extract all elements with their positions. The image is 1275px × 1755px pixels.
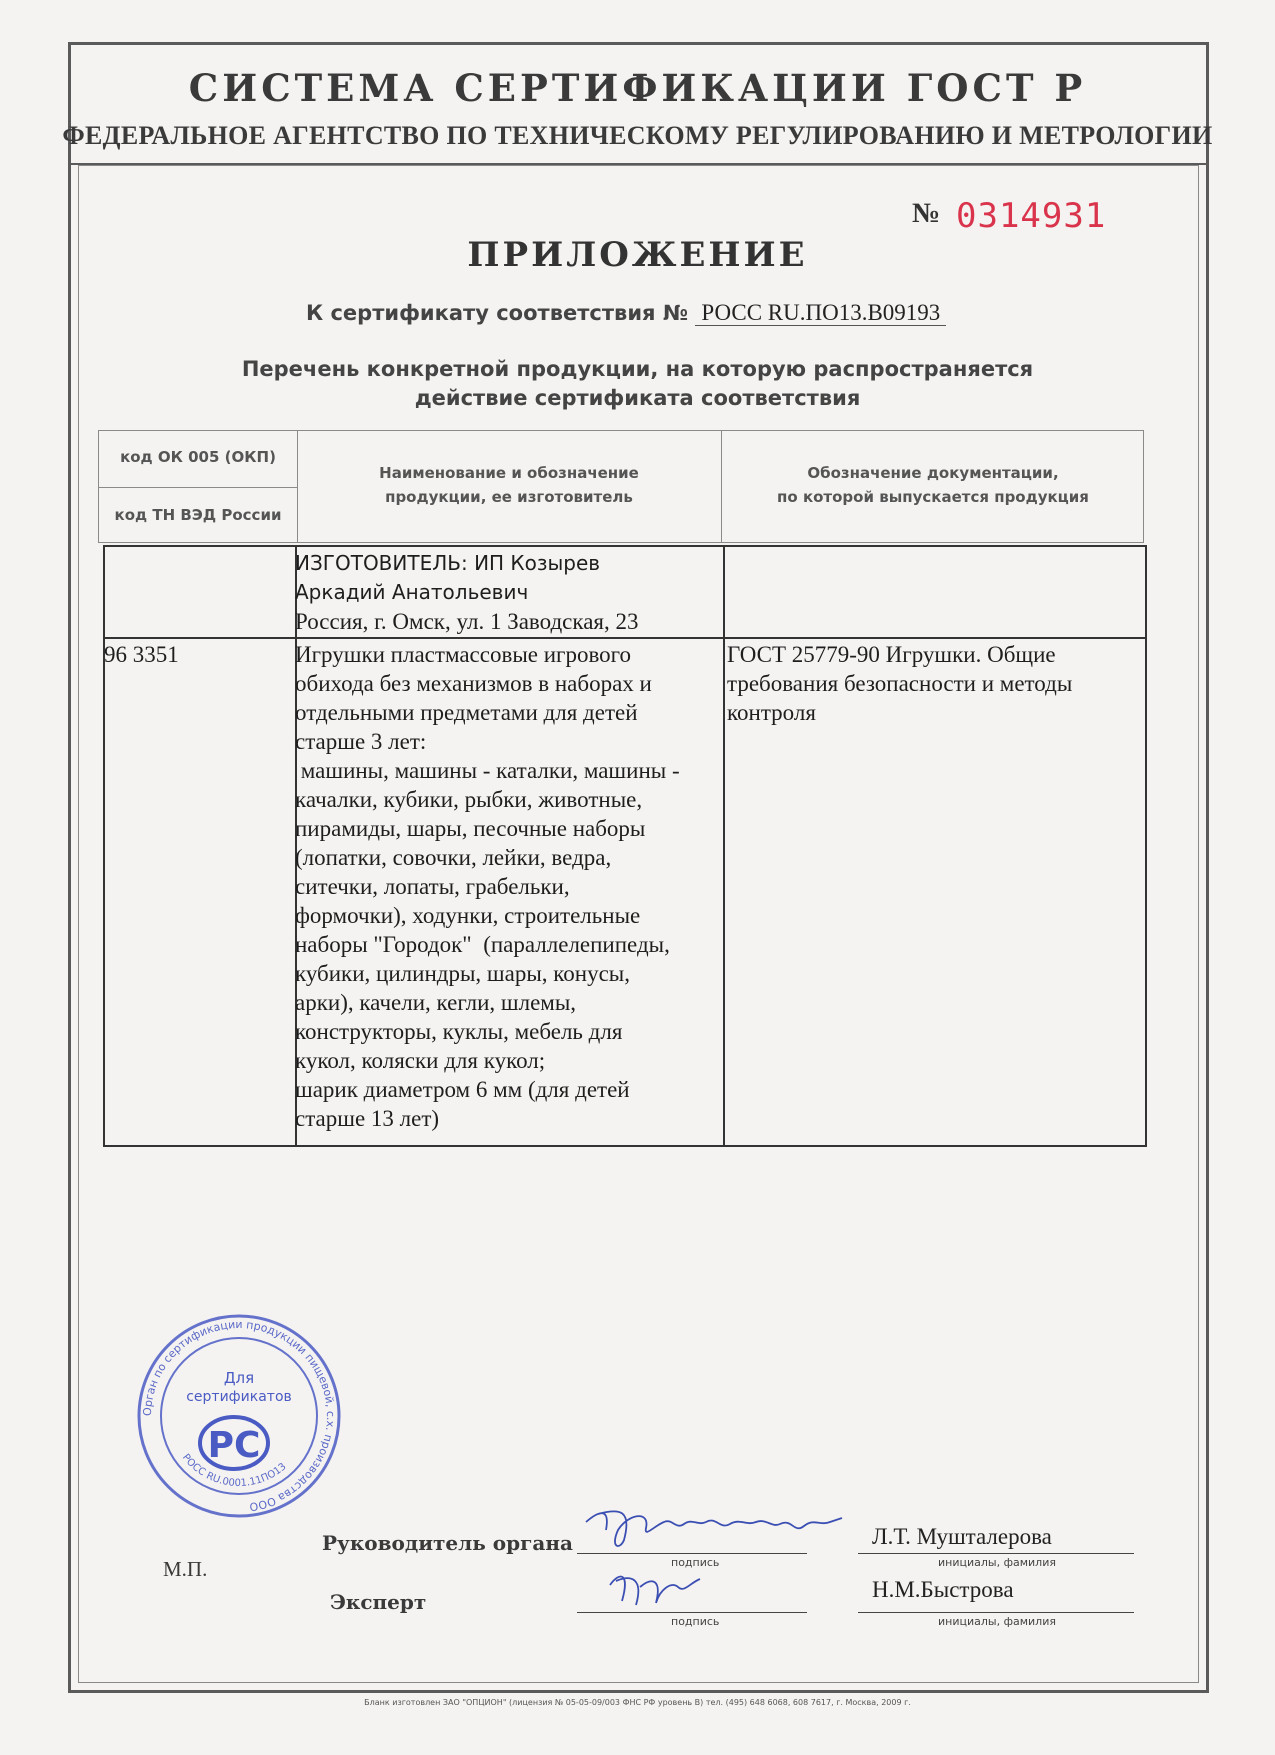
serial-number: 0314931 — [956, 196, 1107, 236]
table-cell-line: Игрушки пластмассовые игрового — [295, 642, 632, 667]
table-cell-line: кукол, коляски для кукол; — [295, 1048, 546, 1073]
table-cell-line: ситечки, лопаты, грабельки, — [295, 874, 570, 899]
manufacturer-cell — [295, 549, 715, 607]
header-col1-top: код ОК 005 (ОКП) — [120, 448, 276, 466]
head-name: Л.Т. Мушталерова — [872, 1524, 1052, 1549]
head-name-line — [858, 1553, 1134, 1554]
list-title-line: действие сертификата соответствия — [414, 386, 861, 410]
table-cell-line: качалки, кубики, рыбки, животные, — [295, 787, 643, 812]
table-cell-line: наборы "Городок" (параллелепипеды, — [295, 932, 670, 957]
table-cell-line: конструкторы, куклы, мебель для — [295, 1019, 623, 1044]
header-col3 — [721, 461, 1145, 509]
table-cell-line: старше 3 лет: — [295, 729, 427, 754]
header-col2-line: Наименование и обозначение — [379, 464, 639, 482]
product-name-cell — [295, 640, 720, 1133]
rst-logo-icon: PC — [207, 1425, 261, 1466]
table-header — [98, 430, 1144, 543]
head-name-caption: инициалы, фамилия — [938, 1556, 1056, 1569]
table-cell-line: Аркадий Анатольевич — [295, 580, 529, 604]
table-cell-line: (лопатки, совочки, лейки, ведра, — [295, 845, 612, 870]
header-col1-bottom: код ТН ВЭД России — [114, 506, 282, 524]
list-title-line: Перечень конкретной продукции, на которую распространяется — [241, 357, 1034, 381]
header-col2-line: продукции, ее изготовитель — [385, 488, 633, 506]
product-table — [103, 545, 1147, 1147]
table-cell-line: машины, машины - каталки, машины - — [295, 758, 680, 783]
manufacturer-address — [295, 607, 715, 636]
table-cell-line: арки), качели, кегли, шлемы, — [295, 990, 577, 1015]
table-cell-line: требования безопасности и методы — [727, 671, 1073, 696]
table-cell-line: шарик диаметром 6 мм (для детей — [295, 1077, 630, 1102]
certificate-label: К сертификату соответствия № — [306, 301, 689, 325]
seal-place-label: М.П. — [163, 1557, 208, 1581]
agency-title: ФЕДЕРАЛЬНОЕ АГЕНТСТВО ПО ТЕХНИЧЕСКОМУ РЕГУЛИРОВАНИЮ И МЕТРОЛОГИИ — [62, 121, 1213, 150]
expert-name-line — [858, 1612, 1134, 1613]
certificate-number: РОСС RU.ПО13.В09193 — [695, 300, 946, 326]
table-cell-line: Россия, г. Омск, ул. 1 Заводская, 23 — [295, 609, 639, 634]
head-signature-caption: подпись — [671, 1556, 720, 1569]
expert-signature-caption: подпись — [671, 1615, 720, 1628]
seal-inner-text: РОСС RU.0001.11ПО13 — [179, 1452, 289, 1490]
code-cell: 96 3351 — [104, 642, 179, 667]
list-title — [0, 355, 1275, 413]
table-cell-line: пирамиды, шары, песочные наборы — [295, 816, 646, 841]
expert-label: Эксперт — [330, 1590, 427, 1614]
head-label: Руководитель органа — [322, 1531, 573, 1555]
expert-name-caption: инициалы, фамилия — [938, 1615, 1056, 1628]
table-cell-line: формочки), ходунки, строительные — [295, 903, 641, 928]
seal-center-text: сертификатов — [186, 1389, 292, 1405]
print-footer: Бланк изготовлен ЗАО "ОПЦИОН" (лицензия № 05-05-09/003 ФНС РФ уровень В) тел. (495) 648 6068, 608 7617, г. Москва, 2009 г. — [364, 1698, 911, 1707]
table-cell-line: контроля — [727, 700, 816, 725]
table-cell-line: отдельными предметами для детей — [295, 700, 638, 725]
table-cell-line: кубики, цилиндры, шары, конусы, — [295, 961, 631, 986]
documentation-cell — [727, 640, 1147, 727]
round-seal — [134, 1311, 344, 1521]
header-col3-line: Обозначение документации, — [807, 464, 1059, 482]
table-cell-line: ГОСТ 25779-90 Игрушки. Общие — [727, 642, 1056, 667]
expert-handwritten-signature — [600, 1565, 720, 1615]
seal-outer-text: Орган по сертификации продукции пищевой, с.х. производства ООО — [140, 1317, 338, 1514]
expert-name: Н.М.Быстрова — [872, 1577, 1014, 1602]
header-col3-line: по которой выпускается продукция — [777, 488, 1089, 506]
table-cell-line: обихода без механизмов в наборах и — [295, 671, 652, 696]
system-title: СИСТЕМА СЕРТИФИКАЦИИ ГОСТ Р — [188, 66, 1087, 110]
table-cell-line: ИЗГОТОВИТЕЛЬ: ИП Козырев — [295, 551, 601, 575]
page-title: ПРИЛОЖЕНИЕ — [467, 235, 808, 275]
table-divider-horizontal — [105, 637, 1145, 639]
head-handwritten-signature — [580, 1500, 860, 1560]
table-cell-line: старше 13 лет) — [295, 1106, 440, 1131]
certificate-line — [306, 300, 946, 326]
serial-label: № — [912, 198, 941, 229]
header-col2 — [297, 461, 721, 509]
header-divider-horizontal — [99, 487, 297, 488]
seal-center-text: Для — [223, 1369, 255, 1387]
header-divider — [71, 163, 1206, 165]
